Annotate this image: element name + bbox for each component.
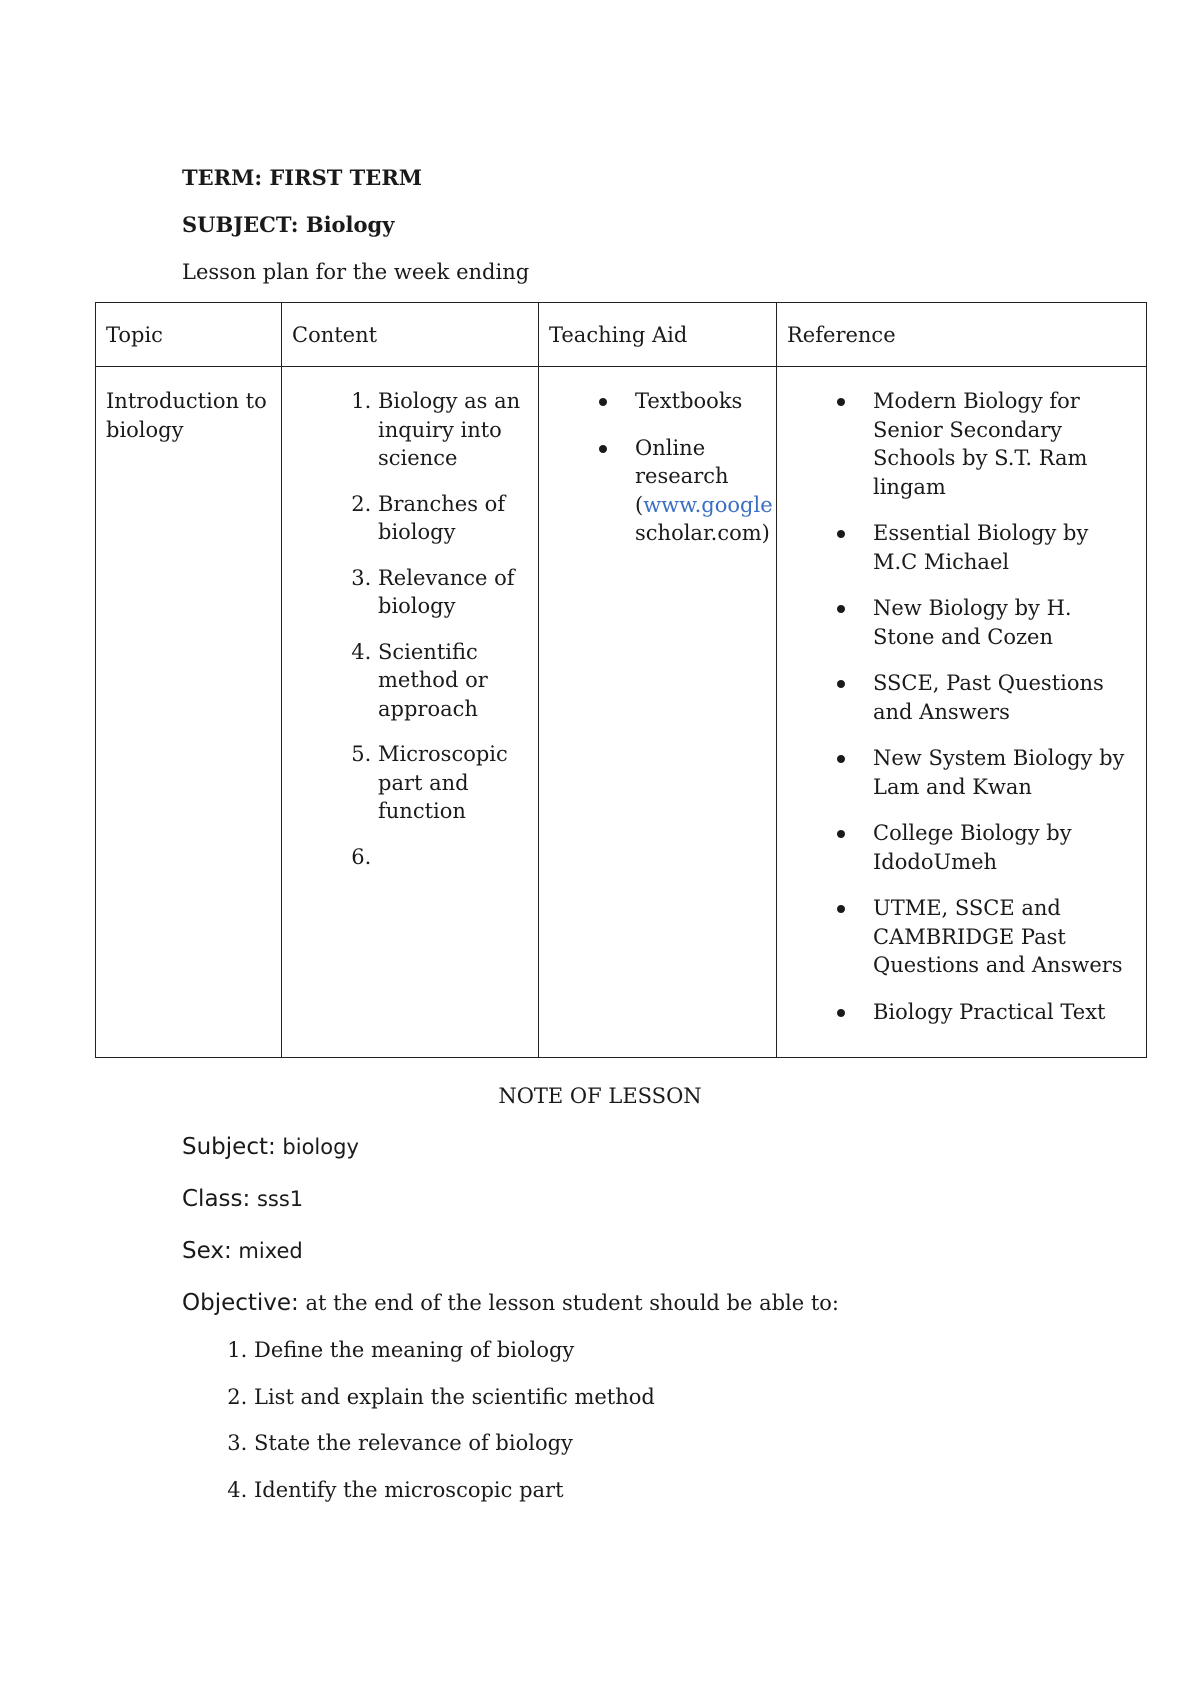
reference-item: Biology Practical Text [873,998,1136,1027]
column-header-teaching-aid: Teaching Aid [539,303,777,367]
column-header-reference: Reference [777,303,1147,367]
objective-item: 2. List and explain the scientific method [254,1383,655,1411]
content-item: 4. Scientific method or approach [378,638,528,724]
reference-item: Essential Biology by M.C Michael [873,519,1136,576]
note-sex-line [182,1237,303,1265]
topic-text: Introduction to biology [106,389,267,442]
teaching-aid-text: Online research ( [635,435,729,517]
week-line: Lesson plan for the week ending [182,260,530,284]
note-class-line [182,1185,303,1213]
content-item: 5. Microscopic part and function [378,740,528,826]
content-item: 3. Relevance of biology [378,564,528,621]
reference-item: Modern Biology for Senior Secondary Schools by S.T. Ram lingam [873,387,1136,501]
column-header-content: Content [282,303,539,367]
teaching-aid-list [549,387,773,548]
objective-item: 4. Identify the microscopic part [254,1476,655,1504]
term-heading: TERM: FIRST TERM [182,165,423,190]
reference-item: SSCE, Past Questions and Answers [873,669,1136,726]
sex-label: Sex: [182,1238,232,1264]
table-row [96,367,1147,1058]
lesson-plan-table [95,302,1147,1058]
subject-label: Subject: [182,1134,276,1160]
class-value: sss1 [256,1187,304,1211]
objective-item: 1. Define the meaning of biology [254,1336,655,1364]
subject-heading: SUBJECT: Biology [182,212,395,237]
google-scholar-link[interactable]: www.google [643,492,773,517]
teaching-aid-item [635,434,773,548]
teaching-aid-cell [539,367,777,1058]
objective-value: at the end of the lesson student should be able to: [305,1291,840,1315]
content-item-empty [378,843,528,872]
note-title: NOTE OF LESSON [498,1084,702,1108]
sex-value: mixed [238,1239,303,1263]
reference-list [787,387,1136,1026]
reference-item: College Biology by IdodoUmeh [873,819,1136,876]
table-header-row [96,303,1147,367]
objective-label: Objective: [182,1290,299,1316]
teaching-aid-item: Textbooks [635,387,766,416]
reference-cell [777,367,1147,1058]
class-label: Class: [182,1186,251,1212]
reference-item: New System Biology by Lam and Kwan [873,744,1136,801]
content-list [292,387,528,871]
teaching-aid-tail: scholar.com) [635,521,770,545]
objective-item: 3. State the relevance of biology [254,1429,655,1457]
reference-item: UTME, SSCE and CAMBRIDGE Past Questions and Answers [873,894,1136,980]
objectives-list [218,1336,655,1522]
reference-item: New Biology by H. Stone and Cozen [873,594,1136,651]
note-objective-line [182,1289,839,1317]
subject-value: biology [282,1135,359,1159]
content-item: 2. Branches of biology [378,490,528,547]
topic-cell [96,367,282,1058]
content-item: 1. Biology as an inquiry into science [378,387,528,473]
note-subject-line [182,1133,359,1161]
column-header-topic: Topic [96,303,282,367]
content-cell [282,367,539,1058]
